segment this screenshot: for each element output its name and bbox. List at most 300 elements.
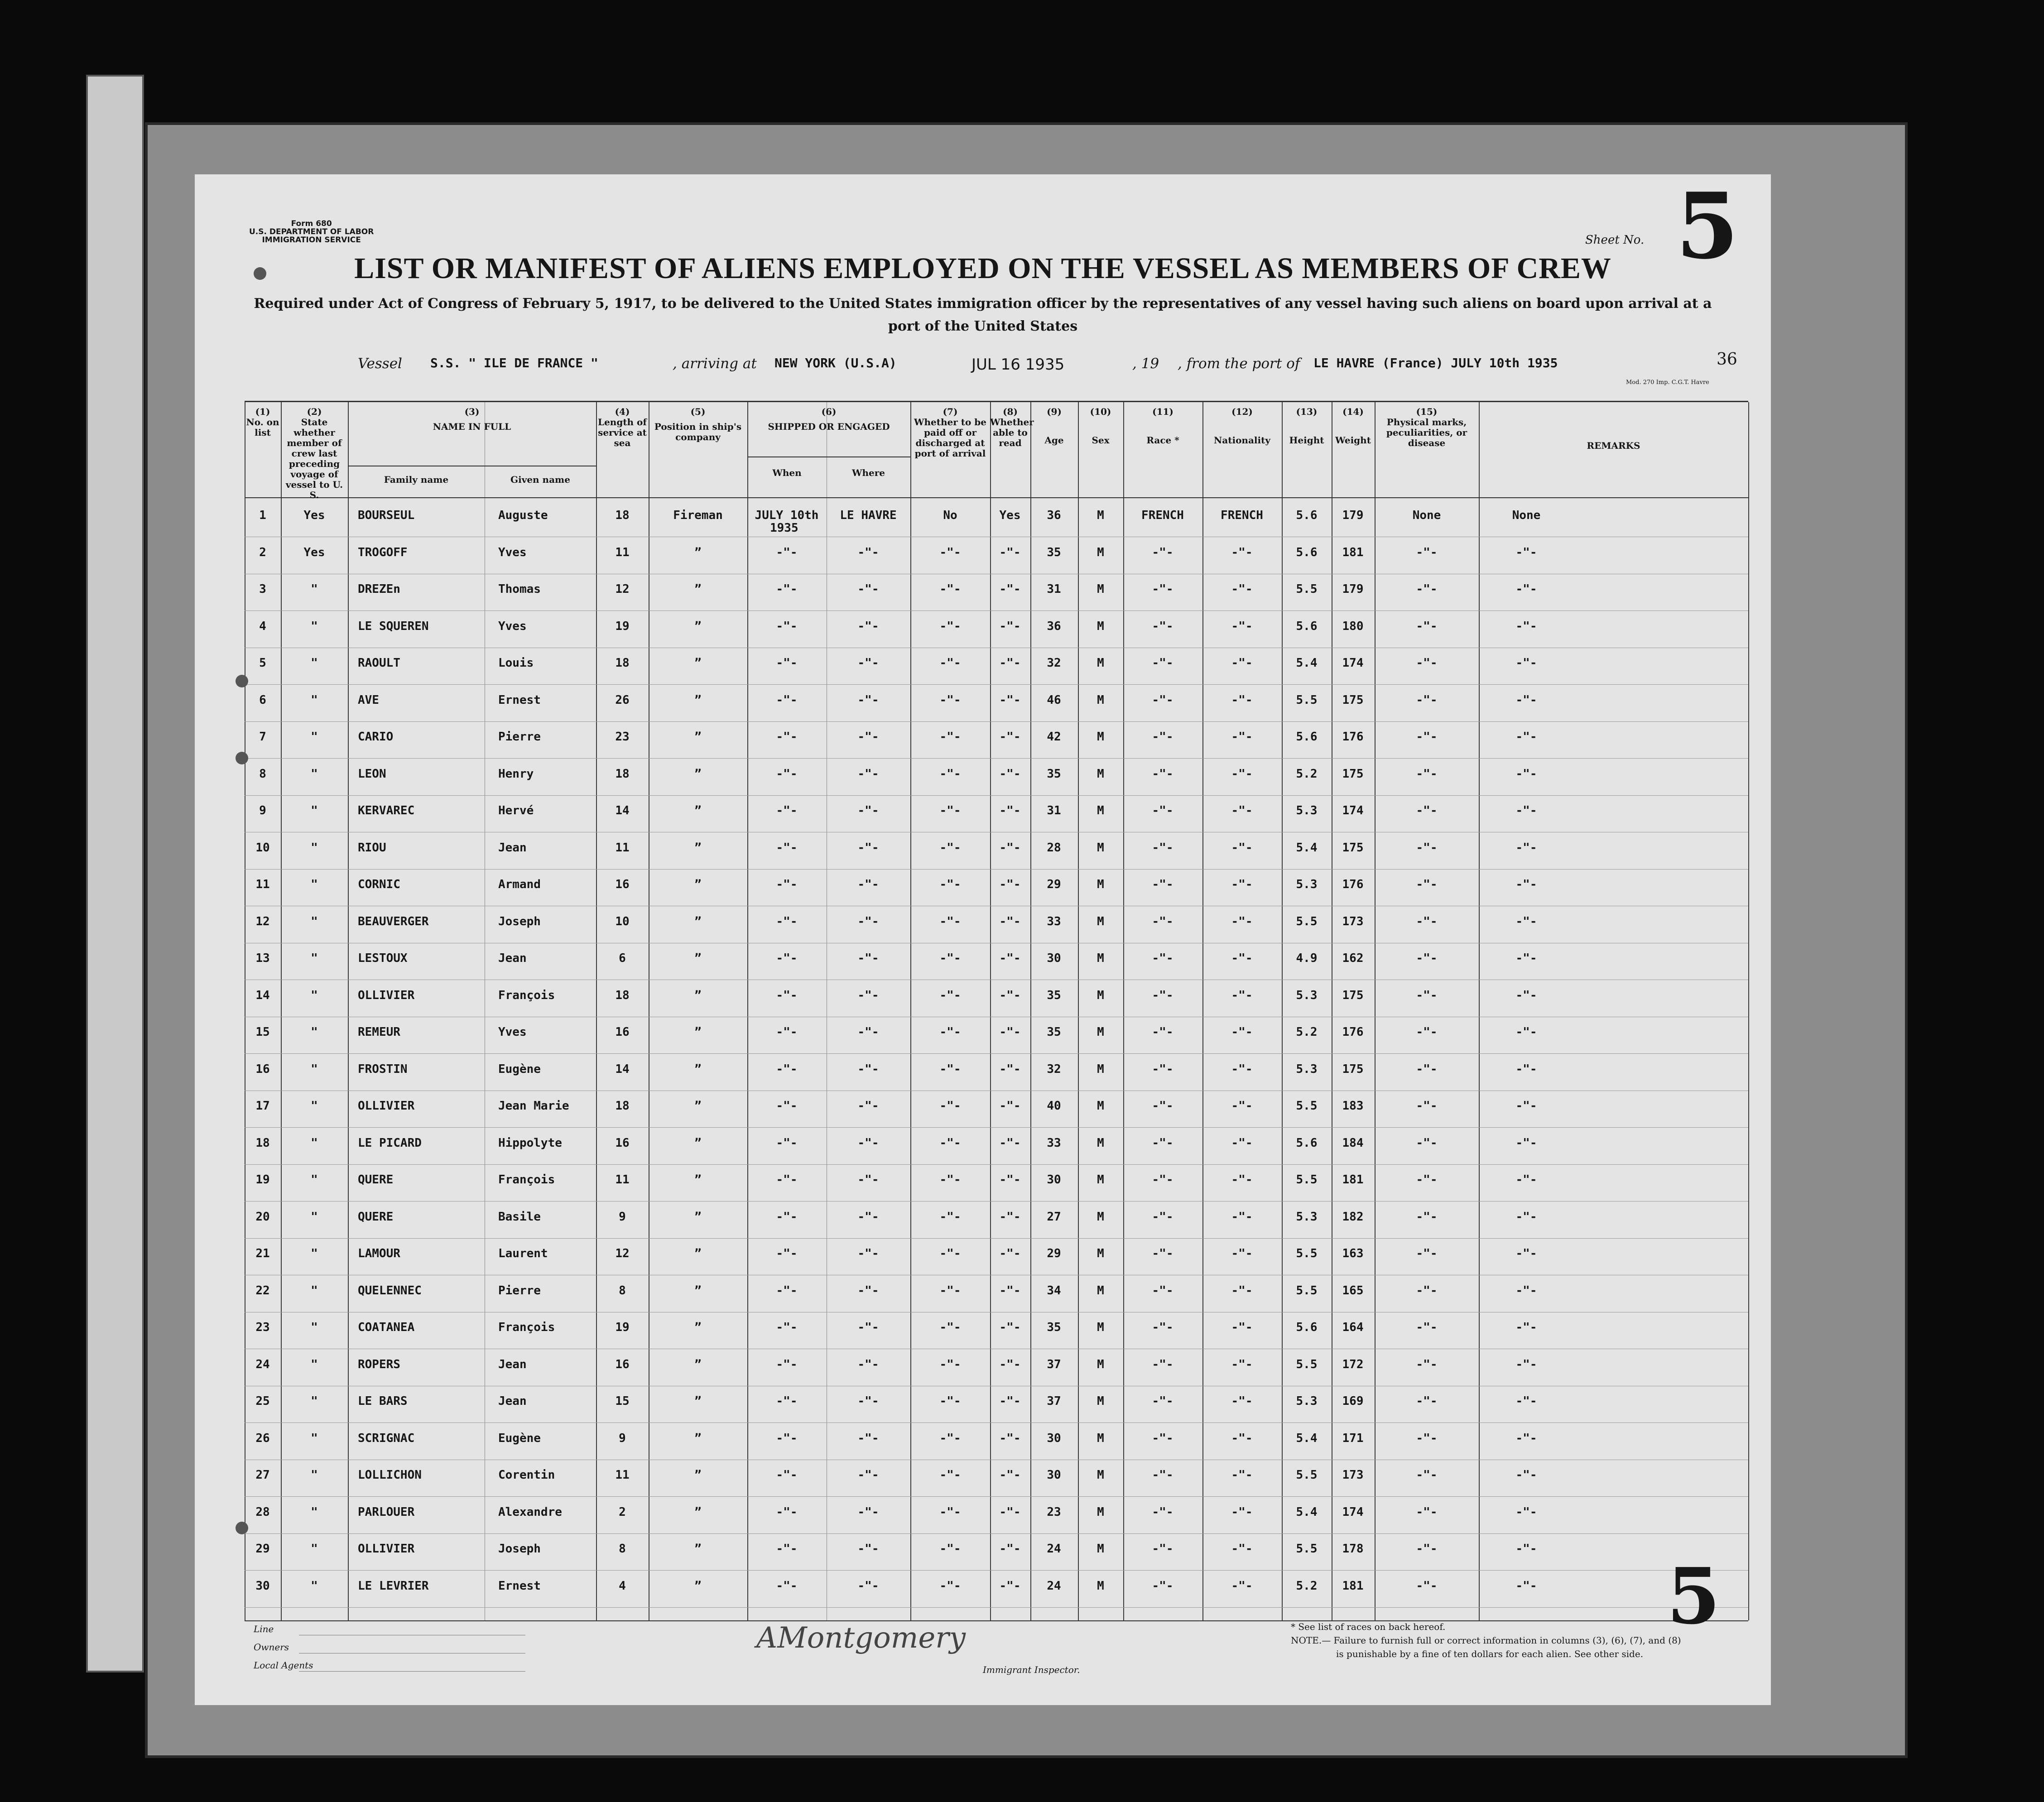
row-rule	[245, 1127, 1748, 1128]
row-number-cell: 12	[255, 914, 270, 928]
position-cell: ”	[694, 693, 702, 707]
race-cell: -"-	[1152, 730, 1173, 744]
age-cell: 46	[1047, 693, 1061, 707]
paid-off-cell: -"-	[939, 1283, 961, 1297]
shipped-when-cell: -"-	[776, 1321, 798, 1334]
given-name-cell: Ernest	[498, 693, 541, 707]
age-cell: 24	[1047, 1579, 1061, 1593]
remarks-cell: -"-	[1515, 1136, 1537, 1150]
row-rule	[245, 721, 1748, 722]
race-cell: -"-	[1152, 1394, 1173, 1408]
family-name-cell: OLLIVIER	[358, 1099, 415, 1113]
paid-off-cell: -"-	[939, 767, 961, 781]
previous-voyage-cell: "	[311, 619, 318, 633]
penalty-note-2: is punishable by a fine of ten dollars for each alien. See other side.	[1336, 1648, 1644, 1659]
position-cell: ”	[694, 1136, 702, 1150]
remarks-cell: -"-	[1515, 1357, 1537, 1371]
height-cell: 5.2	[1296, 1579, 1318, 1593]
nationality-cell: -"-	[1231, 1283, 1253, 1297]
race-cell: -"-	[1152, 1579, 1173, 1593]
position-cell: ”	[694, 1431, 702, 1445]
page-mark: 36	[1717, 350, 1737, 369]
able-to-read-cell: -"-	[999, 545, 1021, 559]
physical-marks-cell: -"-	[1416, 878, 1438, 891]
sex-cell: M	[1097, 1210, 1104, 1224]
position-cell: ”	[694, 656, 702, 670]
weight-cell: 181	[1342, 1173, 1364, 1187]
weight-cell: 181	[1342, 1579, 1364, 1593]
local-agents-label: Local Agents	[254, 1660, 313, 1671]
paid-off-cell: -"-	[939, 1579, 961, 1593]
shipped-when-cell: -"-	[776, 1062, 798, 1076]
line-label: Line	[254, 1624, 274, 1634]
race-cell: -"-	[1152, 656, 1173, 670]
previous-voyage-cell: "	[311, 582, 318, 596]
nationality-cell: -"-	[1231, 1468, 1253, 1482]
weight-cell: 179	[1342, 582, 1364, 596]
previous-voyage-cell: "	[311, 951, 318, 965]
shipped-where-cell: -"-	[857, 1283, 879, 1297]
family-name-cell: COATANEA	[358, 1321, 415, 1334]
crew-table	[245, 401, 1748, 1621]
able-to-read-cell: Yes	[999, 509, 1021, 522]
shipped-where-cell: -"-	[857, 619, 879, 633]
row-number-cell: 23	[255, 1321, 270, 1334]
able-to-read-cell: -"-	[999, 730, 1021, 744]
position-cell: ”	[694, 582, 702, 596]
col-service-header: (4) Length of service at sea	[598, 406, 647, 448]
previous-voyage-cell: "	[311, 767, 318, 781]
able-to-read-cell: -"-	[999, 767, 1021, 781]
paid-off-cell: -"-	[939, 1468, 961, 1482]
shipped-when-cell: -"-	[776, 1025, 798, 1039]
position-cell: ”	[694, 1542, 702, 1556]
sex-cell: M	[1097, 545, 1104, 559]
race-cell: FRENCH	[1141, 509, 1184, 522]
paid-off-cell: No	[943, 509, 957, 522]
age-cell: 35	[1047, 545, 1061, 559]
paid-off-cell: -"-	[939, 545, 961, 559]
remarks-cell: -"-	[1515, 1210, 1537, 1224]
length-of-service-cell: 19	[615, 619, 630, 633]
able-to-read-cell: -"-	[999, 1247, 1021, 1260]
race-cell: -"-	[1152, 767, 1173, 781]
shipped-where-cell: -"-	[857, 1579, 879, 1593]
col-when-header: When	[772, 467, 802, 478]
physical-marks-cell: -"-	[1416, 693, 1438, 707]
length-of-service-cell: 9	[619, 1431, 626, 1445]
sheet-number: 5	[1676, 173, 1739, 279]
weight-cell: 174	[1342, 656, 1364, 670]
shipped-where-cell: -"-	[857, 767, 879, 781]
shipped-year-cell: 1935	[770, 521, 798, 535]
family-name-cell: DREZEn	[358, 582, 400, 596]
row-number-cell: 19	[255, 1173, 270, 1187]
nationality-cell: FRENCH	[1221, 509, 1263, 522]
nationality-cell: -"-	[1231, 767, 1253, 781]
physical-marks-cell: -"-	[1416, 914, 1438, 928]
inspector-signature: AMontgomery	[756, 1621, 966, 1655]
given-name-cell: Yves	[498, 1025, 527, 1039]
departure-port-label: , from the port of	[1178, 356, 1300, 372]
length-of-service-cell: 12	[615, 582, 630, 596]
sex-cell: M	[1097, 656, 1104, 670]
sex-cell: M	[1097, 1321, 1104, 1334]
age-cell: 35	[1047, 1025, 1061, 1039]
shipped-where-cell: -"-	[857, 951, 879, 965]
race-cell: -"-	[1152, 804, 1173, 817]
remarks-cell: -"-	[1515, 1431, 1537, 1445]
family-name-cell: ROPERS	[358, 1357, 400, 1371]
col-height-header: (13) Height	[1289, 406, 1324, 446]
paid-off-cell: -"-	[939, 951, 961, 965]
remarks-cell: -"-	[1515, 1468, 1537, 1482]
shipped-when-cell: -"-	[776, 1542, 798, 1556]
age-cell: 35	[1047, 988, 1061, 1002]
sex-cell: M	[1097, 914, 1104, 928]
row-rule	[245, 1496, 1748, 1497]
row-rule	[245, 1533, 1748, 1534]
position-cell: ”	[694, 988, 702, 1002]
physical-marks-cell: -"-	[1416, 1542, 1438, 1556]
shipped-where-cell: -"-	[857, 1136, 879, 1150]
row-number-cell: 15	[255, 1025, 270, 1039]
remarks-cell: -"-	[1515, 804, 1537, 817]
given-name-cell: Alexandre	[498, 1505, 562, 1519]
weight-cell: 162	[1342, 951, 1364, 965]
weight-cell: 172	[1342, 1357, 1364, 1371]
paid-off-cell: -"-	[939, 1505, 961, 1519]
nationality-cell: -"-	[1231, 1431, 1253, 1445]
sex-cell: M	[1097, 730, 1104, 744]
length-of-service-cell: 12	[615, 1247, 630, 1260]
weight-cell: 176	[1342, 730, 1364, 744]
age-cell: 30	[1047, 1173, 1061, 1187]
previous-voyage-cell: "	[311, 804, 318, 817]
race-cell: -"-	[1152, 1136, 1173, 1150]
paid-off-cell: -"-	[939, 878, 961, 891]
previous-voyage-cell: "	[311, 1210, 318, 1224]
remarks-cell: -"-	[1515, 951, 1537, 965]
weight-cell: 183	[1342, 1099, 1364, 1113]
shipped-when-cell: -"-	[776, 841, 798, 855]
race-cell: -"-	[1152, 878, 1173, 891]
row-rule	[245, 1607, 1748, 1608]
family-name-cell: TROGOFF	[358, 545, 408, 559]
nationality-cell: -"-	[1231, 914, 1253, 928]
paid-off-cell: -"-	[939, 1542, 961, 1556]
given-name-cell: Thomas	[498, 582, 541, 596]
given-name-cell: Jean	[498, 1394, 527, 1408]
age-cell: 33	[1047, 1136, 1061, 1150]
height-cell: 5.6	[1296, 1321, 1318, 1334]
sex-cell: M	[1097, 1357, 1104, 1371]
remarks-cell: -"-	[1515, 656, 1537, 670]
height-cell: 5.2	[1296, 767, 1318, 781]
position-cell: ”	[694, 1505, 702, 1519]
height-cell: 5.3	[1296, 804, 1318, 817]
given-name-cell: Jean Marie	[498, 1099, 569, 1113]
physical-marks-cell: -"-	[1416, 1025, 1438, 1039]
paid-off-cell: -"-	[939, 730, 961, 744]
able-to-read-cell: -"-	[999, 1173, 1021, 1187]
physical-marks-cell: -"-	[1416, 1321, 1438, 1334]
race-note: * See list of races on back hereof.	[1291, 1621, 1446, 1632]
paid-off-cell: -"-	[939, 1099, 961, 1113]
nationality-cell: -"-	[1231, 1099, 1253, 1113]
previous-voyage-cell: "	[311, 1394, 318, 1408]
nationality-cell: -"-	[1231, 1394, 1253, 1408]
age-cell: 31	[1047, 582, 1061, 596]
previous-voyage-cell: "	[311, 1136, 318, 1150]
height-cell: 5.5	[1296, 1173, 1318, 1187]
shipped-when-cell: -"-	[776, 767, 798, 781]
family-name-cell: LEON	[358, 767, 386, 781]
previous-voyage-cell: "	[311, 1505, 318, 1519]
sex-cell: M	[1097, 951, 1104, 965]
row-number-cell: 30	[255, 1579, 270, 1593]
family-name-cell: LE BARS	[358, 1394, 408, 1408]
paid-off-cell: -"-	[939, 1394, 961, 1408]
shipped-when-cell: -"-	[776, 951, 798, 965]
family-name-cell: LE LEVRIER	[358, 1579, 429, 1593]
length-of-service-cell: 8	[619, 1283, 626, 1297]
col-race-header: (11) Race *	[1146, 406, 1179, 446]
height-cell: 5.3	[1296, 1394, 1318, 1408]
nationality-cell: -"-	[1231, 1357, 1253, 1371]
col-previous-voyage-header: (2) State whether member of crew last preceding voyage of vessel to U. S.	[285, 406, 343, 500]
height-cell: 5.5	[1296, 1542, 1318, 1556]
col-no-header: (1) No. on list	[246, 406, 279, 438]
weight-cell: 165	[1342, 1283, 1364, 1297]
shipped-where-cell: -"-	[857, 693, 879, 707]
age-cell: 24	[1047, 1542, 1061, 1556]
col-weight-header: (14) Weight	[1335, 406, 1371, 446]
family-name-cell: RIOU	[358, 841, 386, 855]
position-cell: ”	[694, 767, 702, 781]
length-of-service-cell: 16	[615, 878, 630, 891]
able-to-read-cell: -"-	[999, 1431, 1021, 1445]
able-to-read-cell: -"-	[999, 1210, 1021, 1224]
row-number-cell: 4	[259, 619, 266, 633]
row-number-cell: 9	[259, 804, 266, 817]
able-to-read-cell: -"-	[999, 1579, 1021, 1593]
length-of-service-cell: 18	[615, 656, 630, 670]
row-number-cell: 25	[255, 1394, 270, 1408]
sex-cell: M	[1097, 1283, 1104, 1297]
race-cell: -"-	[1152, 1505, 1173, 1519]
remarks-cell: -"-	[1515, 582, 1537, 596]
shipped-where-cell: -"-	[857, 1357, 879, 1371]
remarks-cell: -"-	[1515, 545, 1537, 559]
given-name-cell: Yves	[498, 619, 527, 633]
family-name-cell: OLLIVIER	[358, 1542, 415, 1556]
nationality-cell: -"-	[1231, 804, 1253, 817]
age-cell: 30	[1047, 1468, 1061, 1482]
length-of-service-cell: 6	[619, 951, 626, 965]
weight-cell: 173	[1342, 1468, 1364, 1482]
family-name-cell: BEAUVERGER	[358, 914, 429, 928]
height-cell: 5.5	[1296, 693, 1318, 707]
previous-voyage-cell: "	[311, 1542, 318, 1556]
race-cell: -"-	[1152, 1283, 1173, 1297]
able-to-read-cell: -"-	[999, 1062, 1021, 1076]
given-name-cell: Hippolyte	[498, 1136, 562, 1150]
race-cell: -"-	[1152, 1173, 1173, 1187]
height-cell: 5.4	[1296, 1431, 1318, 1445]
punch-hole	[236, 752, 248, 764]
age-cell: 42	[1047, 730, 1061, 744]
family-name-cell: PARLOUER	[358, 1505, 415, 1519]
shipped-where-cell: -"-	[857, 914, 879, 928]
length-of-service-cell: 23	[615, 730, 630, 744]
position-cell: ”	[694, 878, 702, 891]
previous-voyage-cell: "	[311, 1431, 318, 1445]
family-name-cell: SCRIGNAC	[358, 1431, 415, 1445]
physical-marks-cell: -"-	[1416, 656, 1438, 670]
paid-off-cell: -"-	[939, 1025, 961, 1039]
length-of-service-cell: 11	[615, 545, 630, 559]
sheet-label: Sheet No.	[1585, 233, 1645, 247]
height-cell: 5.5	[1296, 1283, 1318, 1297]
position-cell: Fireman	[673, 509, 723, 522]
sex-cell: M	[1097, 1394, 1104, 1408]
remarks-cell: -"-	[1515, 693, 1537, 707]
shipped-when-cell: -"-	[776, 1394, 798, 1408]
col-shipped-header: (6) SHIPPED OR ENGAGED	[768, 406, 890, 432]
vessel-label: Vessel	[358, 356, 402, 372]
row-number-cell: 5	[259, 656, 266, 670]
height-cell: 5.5	[1296, 1468, 1318, 1482]
agents-rule	[299, 1671, 525, 1672]
remarks-cell: -"-	[1515, 1025, 1537, 1039]
age-cell: 29	[1047, 1247, 1061, 1260]
length-of-service-cell: 19	[615, 1321, 630, 1334]
physical-marks-cell: -"-	[1416, 545, 1438, 559]
sex-cell: M	[1097, 1099, 1104, 1113]
row-rule	[245, 1238, 1748, 1239]
remarks-cell: -"-	[1515, 878, 1537, 891]
nationality-cell: -"-	[1231, 1505, 1253, 1519]
family-name-cell: FROSTIN	[358, 1062, 408, 1076]
weight-cell: 179	[1342, 509, 1364, 522]
remarks-cell: -"-	[1515, 730, 1537, 744]
weight-cell: 174	[1342, 1505, 1364, 1519]
vessel-name: S.S. " ILE DE FRANCE "	[430, 356, 598, 370]
shipped-where-cell: -"-	[857, 656, 879, 670]
position-cell: ”	[694, 1283, 702, 1297]
length-of-service-cell: 15	[615, 1394, 630, 1408]
family-name-cell: OLLIVIER	[358, 988, 415, 1002]
previous-voyage-cell: Yes	[303, 545, 325, 559]
age-cell: 37	[1047, 1357, 1061, 1371]
shipped-where-cell: -"-	[857, 878, 879, 891]
physical-marks-cell: -"-	[1416, 767, 1438, 781]
row-number-cell: 20	[255, 1210, 270, 1224]
paid-off-cell: -"-	[939, 1210, 961, 1224]
physical-marks-cell: -"-	[1416, 841, 1438, 855]
length-of-service-cell: 16	[615, 1136, 630, 1150]
race-cell: -"-	[1152, 914, 1173, 928]
given-name-cell: Pierre	[498, 730, 541, 744]
previous-voyage-cell: "	[311, 914, 318, 928]
departure-port: LE HAVRE (France) JULY 10th 1935	[1313, 356, 1558, 370]
sex-cell: M	[1097, 878, 1104, 891]
able-to-read-cell: -"-	[999, 841, 1021, 855]
col-given-name-header: Given name	[510, 474, 570, 485]
position-cell: ”	[694, 1394, 702, 1408]
family-name-cell: AVE	[358, 693, 379, 707]
col-age-header: (9) Age	[1044, 406, 1064, 446]
weight-cell: 169	[1342, 1394, 1364, 1408]
shipped-where-cell: LE HAVRE	[840, 509, 897, 522]
sex-cell: M	[1097, 1431, 1104, 1445]
age-cell: 37	[1047, 1394, 1061, 1408]
position-cell: ”	[694, 1247, 702, 1260]
manifest-sheet	[195, 174, 1771, 1705]
shipped-when-cell: -"-	[776, 804, 798, 817]
row-number-cell: 13	[255, 951, 270, 965]
position-cell: ”	[694, 804, 702, 817]
able-to-read-cell: -"-	[999, 1099, 1021, 1113]
length-of-service-cell: 4	[619, 1579, 626, 1593]
penalty-note-1: NOTE.— Failure to furnish full or correct information in columns (3), (6), (7), and (8)	[1291, 1635, 1681, 1646]
length-of-service-cell: 16	[615, 1025, 630, 1039]
sex-cell: M	[1097, 1173, 1104, 1187]
height-cell: 5.6	[1296, 730, 1318, 744]
remarks-cell: -"-	[1515, 988, 1537, 1002]
able-to-read-cell: -"-	[999, 1468, 1021, 1482]
given-name-cell: Jean	[498, 1357, 527, 1371]
able-to-read-cell: -"-	[999, 951, 1021, 965]
weight-cell: 175	[1342, 1062, 1364, 1076]
race-cell: -"-	[1152, 1210, 1173, 1224]
physical-marks-cell: -"-	[1416, 1431, 1438, 1445]
previous-voyage-cell: "	[311, 1321, 318, 1334]
paid-off-cell: -"-	[939, 1173, 961, 1187]
shipped-where-cell: -"-	[857, 1431, 879, 1445]
arriving-label: , arriving at	[673, 356, 757, 372]
race-cell: -"-	[1152, 1431, 1173, 1445]
length-of-service-cell: 14	[615, 804, 630, 817]
physical-marks-cell: -"-	[1416, 1283, 1438, 1297]
position-cell: ”	[694, 951, 702, 965]
nationality-cell: -"-	[1231, 1321, 1253, 1334]
paid-off-cell: -"-	[939, 1247, 961, 1260]
age-cell: 30	[1047, 951, 1061, 965]
height-cell: 5.4	[1296, 656, 1318, 670]
position-cell: ”	[694, 1579, 702, 1593]
shipped-where-cell: -"-	[857, 1321, 879, 1334]
weight-cell: 180	[1342, 619, 1364, 633]
given-name-cell: Jean	[498, 951, 527, 965]
length-of-service-cell: 18	[615, 988, 630, 1002]
sex-cell: M	[1097, 1025, 1104, 1039]
nationality-cell: -"-	[1231, 988, 1253, 1002]
shipped-when-cell: -"-	[776, 988, 798, 1002]
family-name-cell: QUERE	[358, 1210, 394, 1224]
previous-voyage-cell: "	[311, 1357, 318, 1371]
row-number-cell: 18	[255, 1136, 270, 1150]
paid-off-cell: -"-	[939, 1062, 961, 1076]
row-rule	[245, 1422, 1748, 1423]
able-to-read-cell: -"-	[999, 582, 1021, 596]
shipped-where-cell: -"-	[857, 1173, 879, 1187]
col-family-name-header: Family name	[384, 474, 449, 485]
able-to-read-cell: -"-	[999, 1136, 1021, 1150]
shipped-where-cell: -"-	[857, 988, 879, 1002]
row-number-cell: 6	[259, 693, 266, 707]
